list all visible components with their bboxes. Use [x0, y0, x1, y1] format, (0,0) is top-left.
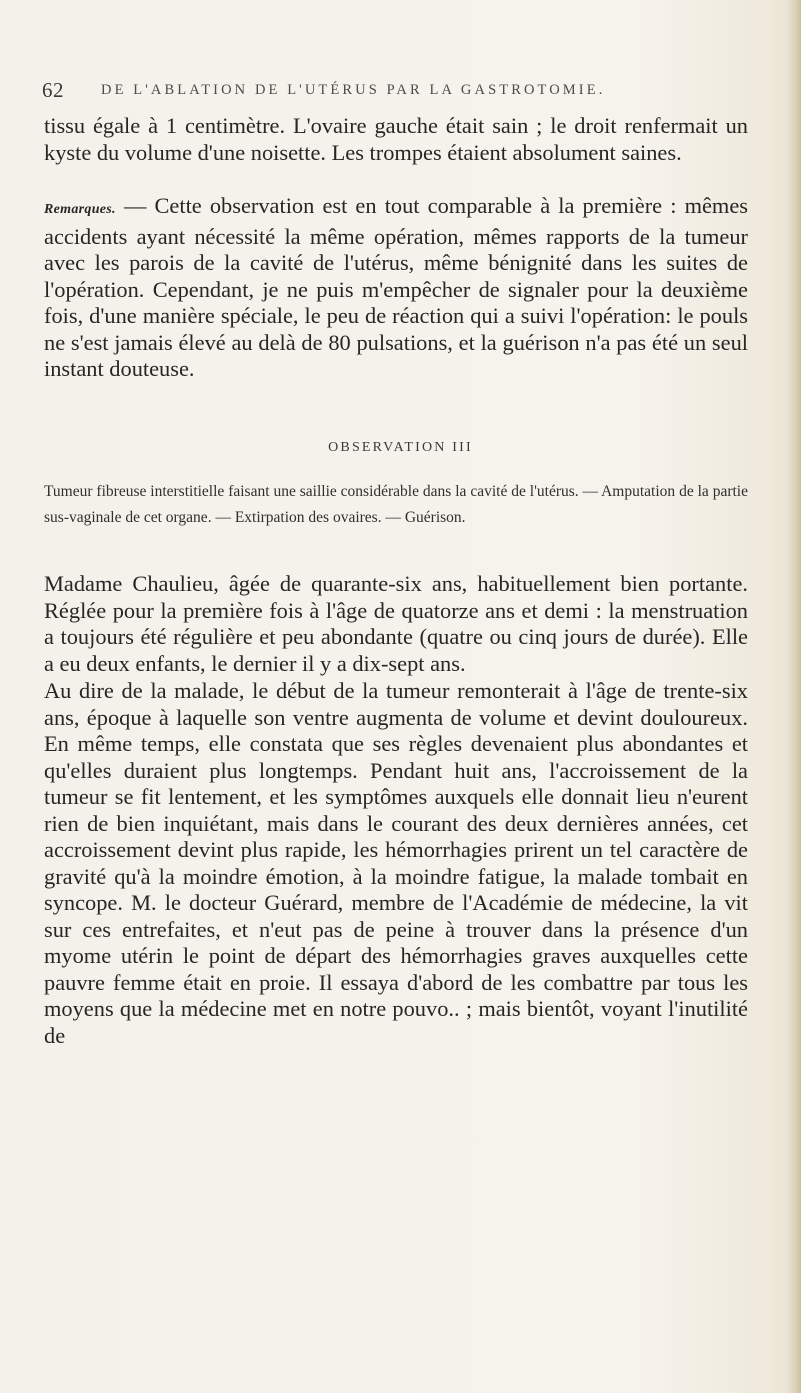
paragraph-patient-history — [44, 571, 748, 677]
remarques-lead: Remarques. — [44, 202, 116, 217]
running-head: DE L'ABLATION DE L'UTÉRUS PAR LA GASTROTOMIE. — [101, 82, 606, 98]
page-header — [42, 78, 747, 100]
page-number: 62 — [42, 78, 64, 102]
paragraph-tumor-history — [44, 678, 748, 1049]
observation-summary — [44, 479, 748, 531]
paragraph-text: Au dire de la malade, le début de la tumeur remonterait à l'âge de trente-six ans, époque à laquelle son ventre augmenta de volume et devint douloureux. En même temps, elle constata que ses règles devenaient plus abondantes et qu'elles duraient plus longtemps. Pendant huit ans, l'accroissement de la tumeur se fit lentement, et les symptômes auxquels elle donnait lieu n'eurent rien de bien inquiétant, mais dans le courant des deux dernières années, cet accroissement devint plus rapide, les hémorrhagies prirent un tel caractère de gravité qu'à la moindre émotion, à la moindre fatigue, la malade tombait en syncope. M. le docteur Guérard, membre de l'Académie de médecine, la vit sur ces entrefaites, et n'eut pas de peine à trouver dans la présence d'un myome utérin le point de départ des hémorrhagies graves auxquelles cette pauvre femme était en proie. Il essaya d'abord de les combattre par tous les moyens que la médecine met en notre pouvo.. ; mais bientôt, voyant l'inutilité de — [44, 678, 748, 1048]
summary-text: Tumeur fibreuse interstitielle faisant une saillie considérable dans la cavité de l'utérus. — Amputation de la partie sus-vaginale de cet organe. — Extirpation des ovaires. — Guérison. — [44, 483, 748, 526]
paragraph-continuation — [44, 113, 748, 166]
paragraph-text: tissu égale à 1 centimètre. L'ovaire gauche était sain ; le droit renfermait un kyste du volume d'une noisette. Les trompes étaient absolument saines. — [44, 113, 748, 165]
paragraph-text: Madame Chaulieu, âgée de quarante-six ans, habituellement bien portante. Réglée pour la première fois à l'âge de quatorze ans et demi : la menstruation a toujours été régulière et peu abondante (quatre ou cinq jours de durée). Elle a eu deux enfants, le dernier il y a dix-sept ans. — [44, 571, 748, 676]
remarques-text: — Cette observation est en tout comparable à la première : mêmes accidents ayant nécessité la même opération, mêmes rapports de la tumeur avec les parois de la cavité de l'utérus, même bénignité dans les suites de l'opération. Cependant, je ne puis m'empêcher de signaler pour la deuxième fois, d'une manière spéciale, le peu de réaction qui a suivi l'opération: le pouls ne s'est jamais élevé au delà de 80 pulsations, et la guérison n'a pas été un seul instant douteuse. — [44, 193, 748, 381]
page-edge-shadow — [787, 0, 801, 1393]
paragraph-remarques — [44, 193, 748, 383]
observation-title: OBSERVATION III — [328, 440, 473, 455]
